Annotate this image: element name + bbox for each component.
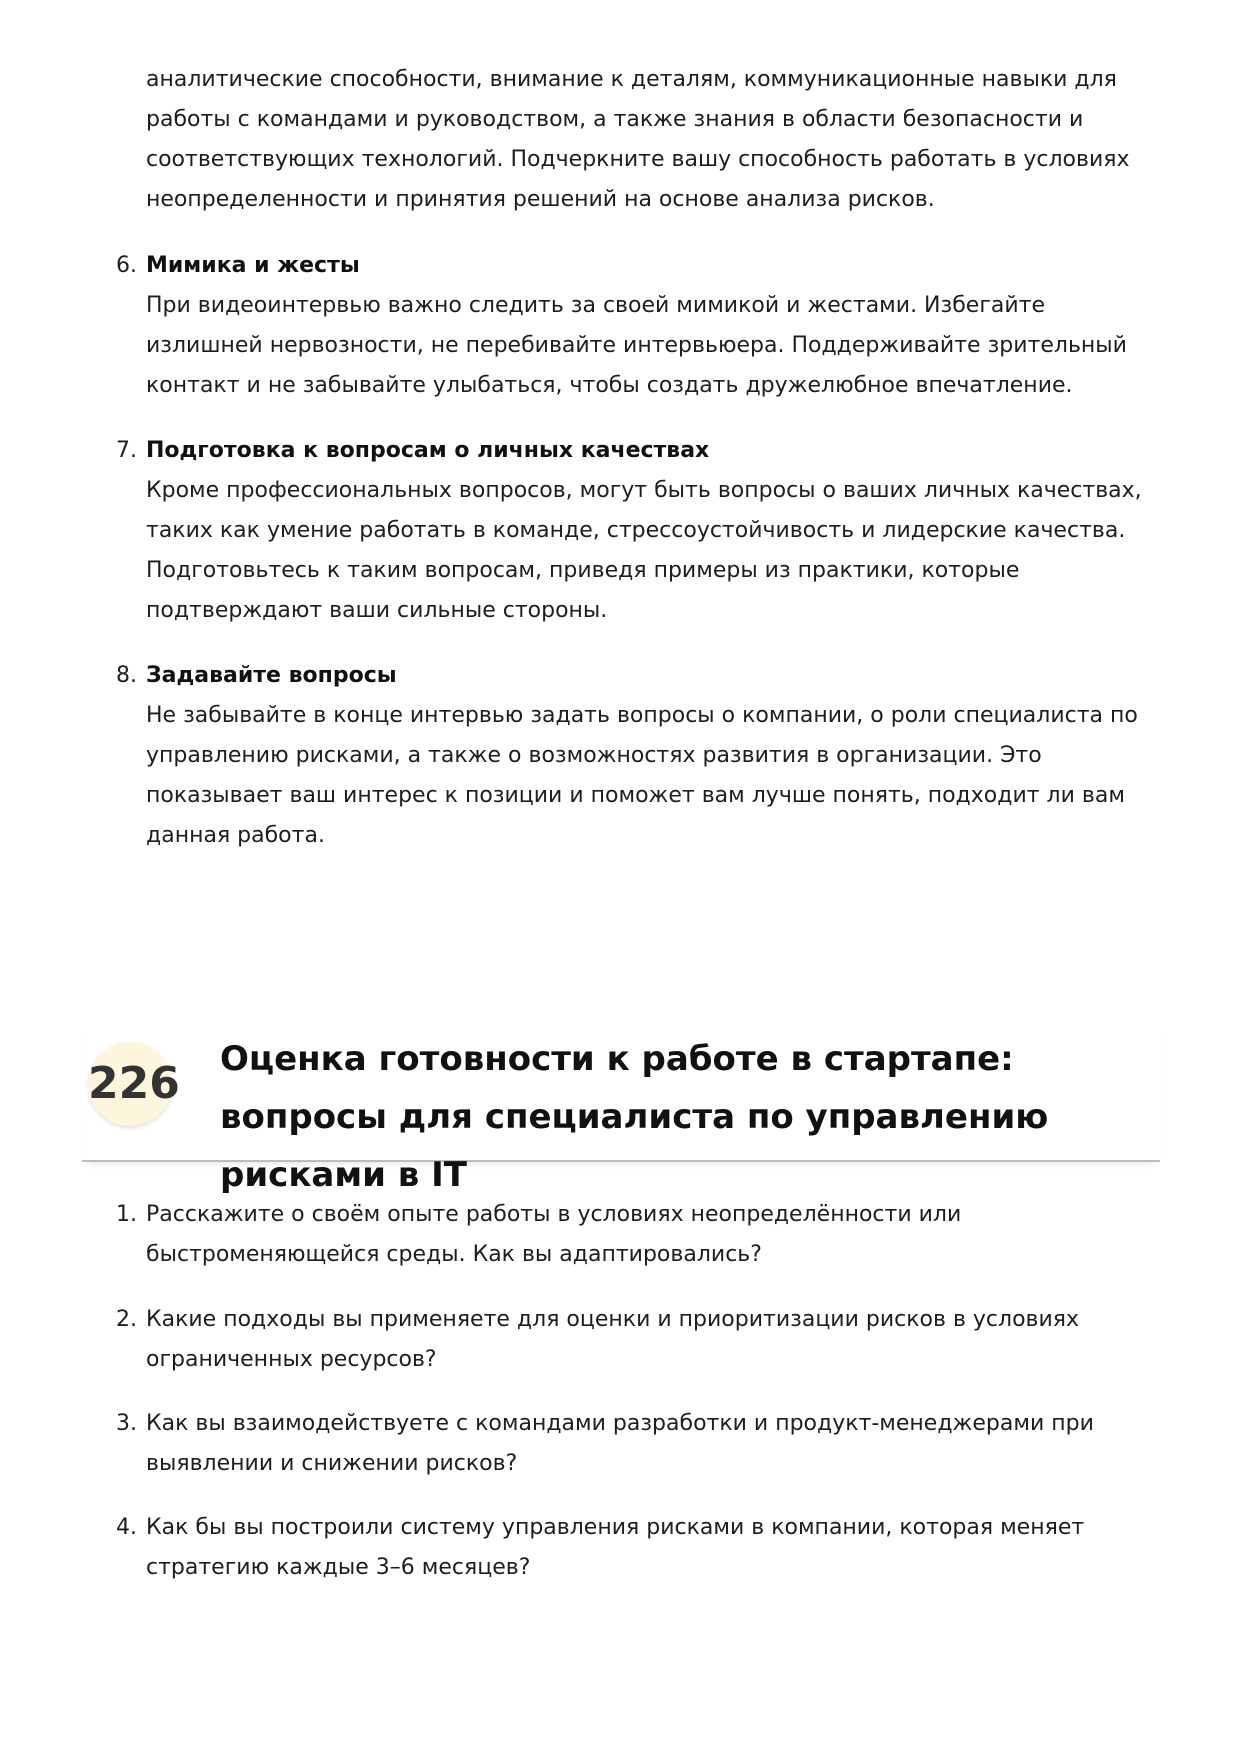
list-item-number: 8. xyxy=(116,663,137,688)
list-item-number: 7. xyxy=(116,438,137,463)
list-item-number: 1. xyxy=(116,1202,137,1227)
list-item-question-4 xyxy=(116,1508,1166,1588)
intro-paragraph: аналитические способности, внимание к деталям, коммуникационные навыки для работы с командами и руководством, а также знания в области безопасности и соответствующих технологий. Подчеркните вашу способность работать в условиях неопределенности и принятия решений на основе анализа рисков. xyxy=(146,67,1130,212)
list-item-title: Задавайте вопросы xyxy=(146,663,397,688)
list-item-text: Как вы взаимодействуете с командами разработки и продукт-менеджерами при выявлении и снижении рисков? xyxy=(146,1411,1094,1476)
list-item-question-3 xyxy=(116,1404,1166,1484)
list-item-question-2 xyxy=(116,1300,1166,1380)
list-item-number: 6. xyxy=(116,253,137,278)
list-item-tip-7 xyxy=(116,431,1166,631)
section-number-badge: 226 xyxy=(88,1042,172,1126)
list-item-text: Какие подходы вы применяете для оценки и приоритизации рисков в условиях ограниченных ресурсов? xyxy=(146,1307,1080,1372)
list-item-number: 4. xyxy=(116,1515,137,1540)
list-item-text: Кроме профессиональных вопросов, могут быть вопросы о ваших личных качествах, таких как умение работать в команде, стрессоустойчивость и лидерские качества. Подготовьтесь к таким вопросам, приведя примеры из практики, которые подтверждают ваши сильные стороны. xyxy=(146,478,1142,623)
list-item-text: Как бы вы построили систему управления рисками в компании, которая меняет стратегию каждые 3–6 месяцев? xyxy=(146,1515,1085,1580)
section-header xyxy=(82,1016,1160,1195)
list-item-number: 3. xyxy=(116,1411,137,1436)
list-item-tip-6 xyxy=(116,246,1166,406)
list-item-number: 2. xyxy=(116,1307,137,1332)
list-item-text: Не забывайте в конце интервью задать вопросы о компании, о роли специалиста по управлению рисками, а также о возможностях развития в организации. Это показывает ваш интерес к позиции и поможет вам лучше понять, подходит ли вам данная работа. xyxy=(146,703,1138,848)
list-item-text: Расскажите о своём опыте работы в условиях неопределённости или быстроменяющейся среды. Как вы адаптировались? xyxy=(146,1202,962,1267)
list-item-question-1 xyxy=(116,1195,1166,1275)
list-item-tip-8 xyxy=(116,656,1166,856)
list-item-title: Подготовка к вопросам о личных качествах xyxy=(146,438,710,463)
list-item-text: При видеоинтервью важно следить за своей мимикой и жестами. Избегайте излишней нервозности, не перебивайте интервьюера. Поддерживайте зрительный контакт и не забывайте улыбаться, чтобы создать дружелюбное впечатление. xyxy=(146,293,1127,398)
section-title: Оценка готовности к работе в стартапе: вопросы для специалиста по управлению рисками в IT xyxy=(220,1039,1049,1195)
list-item-title: Мимика и жесты xyxy=(146,253,360,278)
